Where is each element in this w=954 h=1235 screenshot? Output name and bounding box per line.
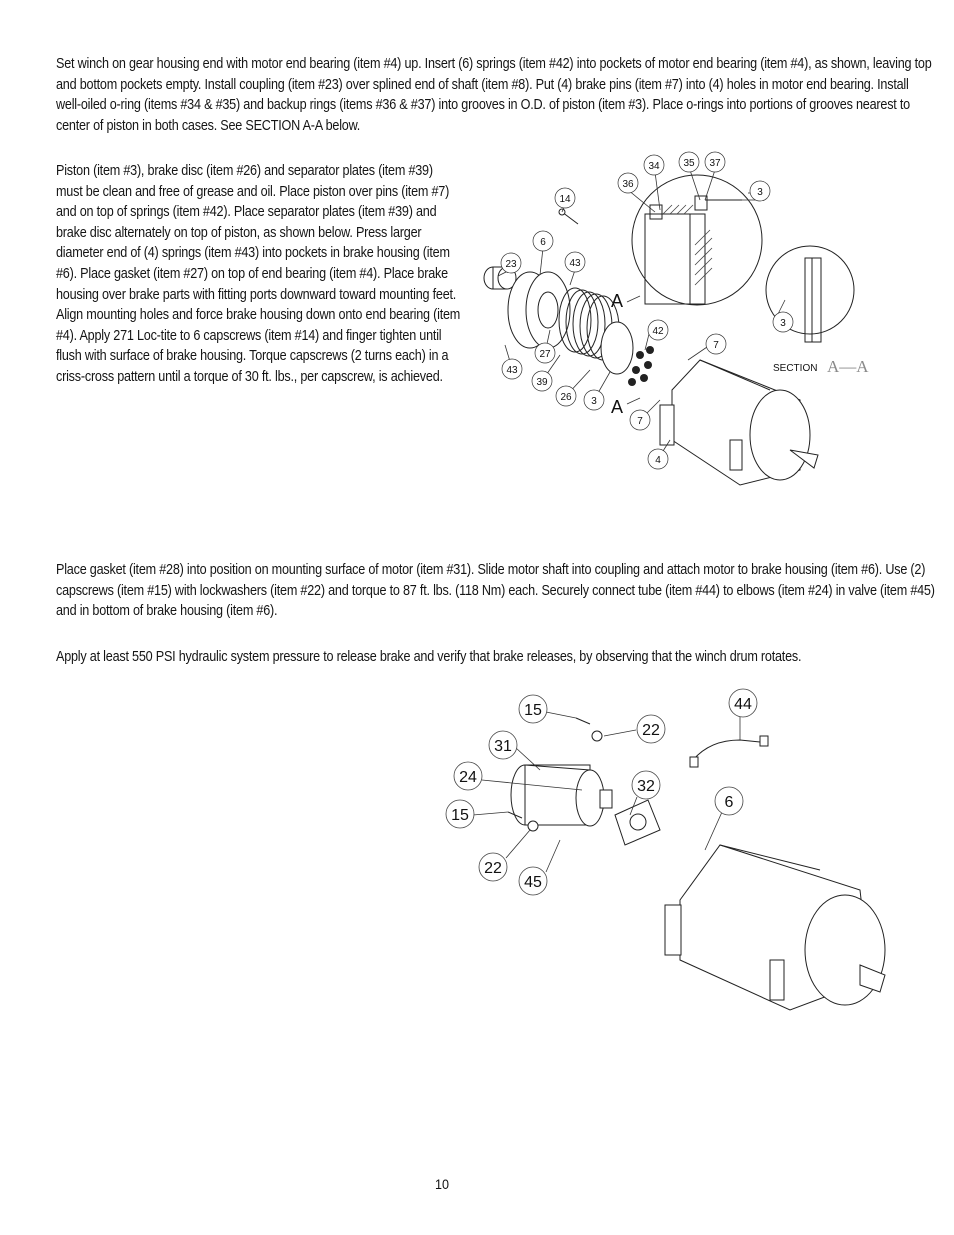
callout-7-top (706, 334, 726, 354)
callout-37 (705, 152, 725, 172)
callout-7-bottom (630, 410, 650, 430)
callout-22-top (637, 715, 665, 743)
callout-15-top (519, 695, 547, 723)
callout-39 (532, 371, 552, 391)
instruction-paragraph-4: Apply at least 550 PSI hydraulic system pressure to release brake and verify that brake releases, by observing that the winch drum rotates. (56, 649, 802, 665)
winch-body-2 (665, 845, 885, 1010)
svg-text:6: 6 (724, 794, 734, 811)
svg-text:42: 42 (652, 326, 664, 337)
callout-34 (644, 155, 664, 175)
svg-text:22: 22 (642, 722, 660, 739)
winch-body (660, 360, 818, 485)
callout-35 (679, 152, 699, 172)
callout-6 (715, 787, 743, 815)
callout-42 (648, 320, 668, 340)
callout-36 (618, 173, 638, 193)
page-number: 10 (435, 1176, 450, 1192)
tube-part (690, 736, 768, 767)
callout-4 (648, 449, 668, 469)
svg-text:27: 27 (539, 349, 551, 360)
callout-15-bottom (446, 800, 474, 828)
gasket-part (615, 800, 660, 845)
svg-text:43: 43 (569, 258, 581, 269)
svg-text:22: 22 (484, 860, 502, 877)
motor-end-bearing-part (508, 272, 570, 348)
svg-text:43: 43 (506, 365, 518, 376)
callout-43-top (565, 252, 585, 272)
svg-text:15: 15 (524, 702, 542, 719)
svg-text:26: 26 (560, 392, 572, 403)
instruction-paragraph-2: Piston (item #3), brake disc (item #26) and separator plates (item #39) must be clean and free of grease and oil. Place piston over pins (item #7) and on top of springs (item #42). Place separator plates (item #39) and brake disc alternately on top of piston, as shown below. Press larger diameter end of (4) springs (item #43) into pockets in brake housing (item #6). Place gasket (item #27) on top of end bearing (item #4). Place brake housing over brake parts with fitting ports downward toward mounting feet. Align mounting holes and force brake housing down onto end bearing (item #4). Apply 271 Loc-tite to 6 capscrews (item #14) and finger tighten until flush with surface of brake housing. Torque capscrews (2 turns each) in a criss-cross pattern until a torque of 30 ft. lbs., per capscrew, is achieved. (56, 163, 461, 385)
callout-43-bottom (502, 359, 522, 379)
callout-3-section (773, 312, 793, 332)
section-detail-view (632, 175, 854, 342)
callout-3-bottom (584, 390, 604, 410)
callout-27 (535, 343, 555, 363)
svg-text:3: 3 (757, 187, 763, 198)
motor-attachment-diagram (440, 685, 900, 1025)
svg-text:36: 36 (622, 179, 634, 190)
callout-31 (489, 731, 517, 759)
section-label: SECTION (773, 363, 818, 374)
instruction-paragraph-3: Place gasket (item #28) into position on mounting surface of motor (item #31). Slide motor shaft into coupling and attach motor to brake housing (item #6). Use (2) capscrews (item #15) with lockwashers (item #22) and torque to 87 ft. lbs. (118 Nm) each. Securely connect tube (item #44) to elbows (item #24) in valve (item #45) and in bottom of brake housing (item #6). (56, 562, 935, 620)
section-marker-bottom: A (611, 397, 624, 417)
svg-text:15: 15 (451, 807, 469, 824)
brake-assembly-exploded-diagram (470, 150, 910, 490)
callout-22-bottom (479, 853, 507, 881)
callout-26 (556, 386, 576, 406)
callout-3 (750, 181, 770, 201)
callout-24 (454, 762, 482, 790)
callout-45 (519, 867, 547, 895)
svg-text:45: 45 (524, 874, 542, 891)
svg-text:14: 14 (559, 194, 571, 205)
callout-14 (555, 188, 575, 208)
callout-44 (729, 689, 757, 717)
svg-text:44: 44 (734, 696, 752, 713)
svg-text:4: 4 (655, 455, 661, 466)
svg-text:24: 24 (459, 769, 477, 786)
callout-23 (501, 253, 521, 273)
svg-text:6: 6 (540, 237, 546, 248)
svg-text:31: 31 (494, 738, 512, 755)
svg-text:23: 23 (505, 259, 517, 270)
svg-text:7: 7 (713, 340, 719, 351)
svg-text:7: 7 (637, 416, 643, 427)
callout-32 (632, 771, 660, 799)
svg-text:37: 37 (709, 158, 721, 169)
svg-text:3: 3 (780, 318, 786, 329)
section-marker-top: A (611, 291, 624, 311)
capscrew-part (559, 209, 578, 224)
callout-6 (533, 231, 553, 251)
svg-text:34: 34 (648, 161, 660, 172)
svg-text:39: 39 (536, 377, 548, 388)
svg-text:32: 32 (637, 778, 655, 795)
motor-part (511, 765, 612, 826)
section-name: A—A (827, 357, 869, 376)
instruction-paragraph-1: Set winch on gear housing end with motor end bearing (item #4) up. Insert (6) springs (item #42) into pockets of motor end bearing (item #4), as shown, leaving top and bottom pockets empty. Install coupling (item #23) over splined end of shaft (item #8). Put (4) brake pins (item #7) into (4) holes in motor end bearing. Install well-oiled o-ring (items #34 & #35) and backup rings (items #36 & #37) into grooves in O.D. of piston (item #3). Place o-rings into portions of grooves nearest to center of piston in both cases. See SECTION A-A below. (56, 56, 932, 134)
svg-text:3: 3 (591, 396, 597, 407)
svg-text:35: 35 (683, 158, 695, 169)
